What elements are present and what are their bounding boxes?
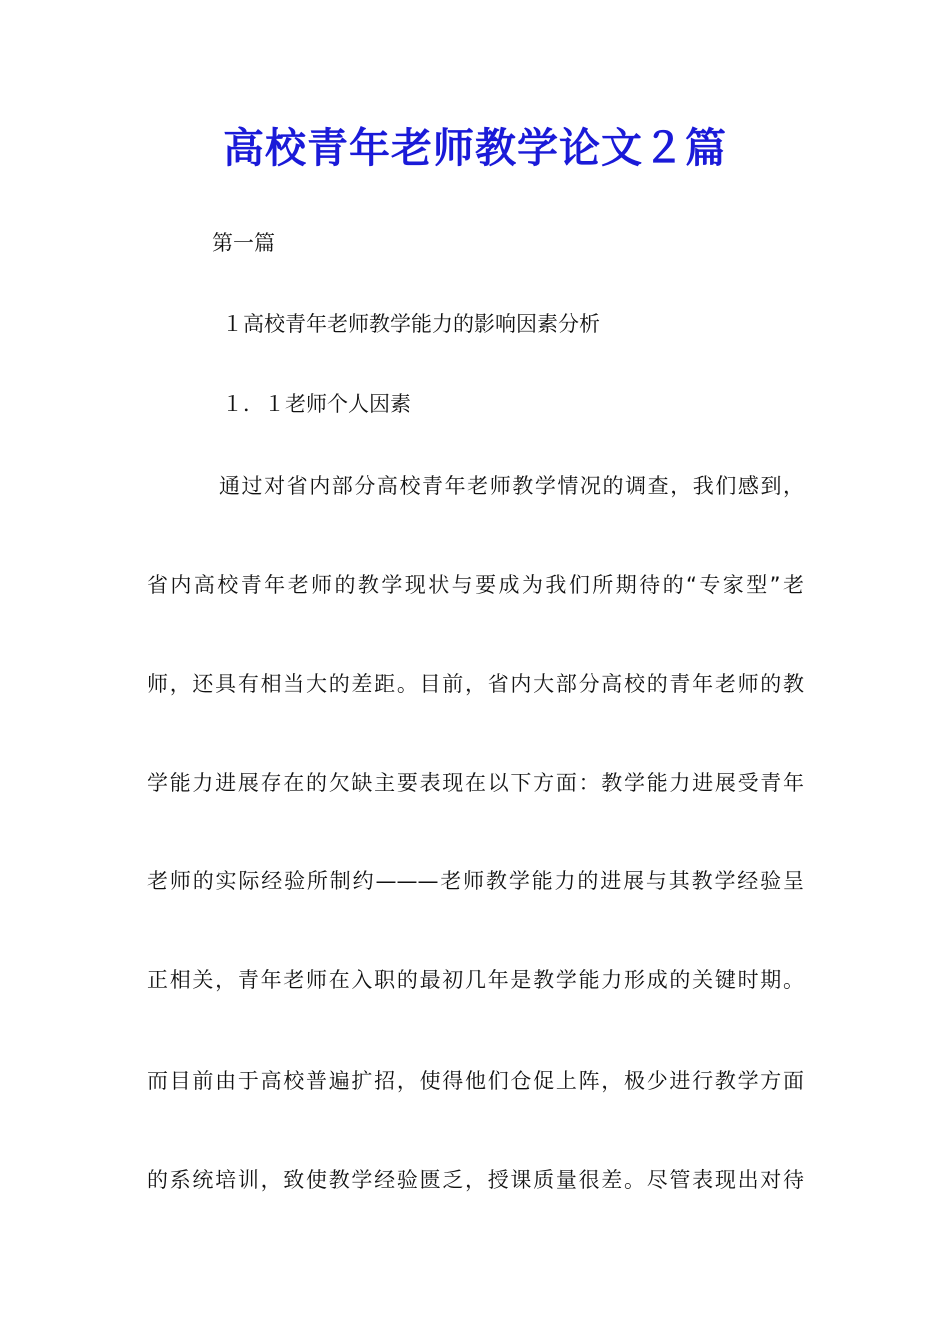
paragraph-line: 师，还具有相当大的差距。目前，省内大部分高校的青年老师的教 — [147, 672, 804, 696]
paragraph-line: 老师的实际经验所制约———老师教学能力的进展与其教学经验呈 — [147, 869, 804, 893]
paragraph-line: 而目前由于高校普遍扩招，使得他们仓促上阵，极少进行教学方面 — [147, 1069, 804, 1093]
paragraph-line: 的系统培训，致使教学经验匮乏，授课质量很差。尽管表现出对待 — [147, 1168, 804, 1192]
paragraph-line: 省内高校青年老师的教学现状与要成为我们所期待的“专家型”老 — [147, 573, 804, 597]
document-title: 高校青年老师教学论文２篇 — [223, 124, 727, 172]
section-heading: １高校青年老师教学能力的影响因素分析 — [222, 312, 600, 336]
paragraph-line: 通过对省内部分高校青年老师教学情况的调查，我们感到， — [219, 474, 804, 498]
section-label: 第一篇 — [212, 231, 275, 255]
paragraph-line: 学能力进展存在的欠缺主要表现在以下方面：教学能力进展受青年 — [147, 771, 804, 795]
subsection-heading: １．１老师个人因素 — [222, 392, 411, 416]
paragraph-line: 正相关，青年老师在入职的最初几年是教学能力形成的关键时期。 — [147, 968, 804, 992]
